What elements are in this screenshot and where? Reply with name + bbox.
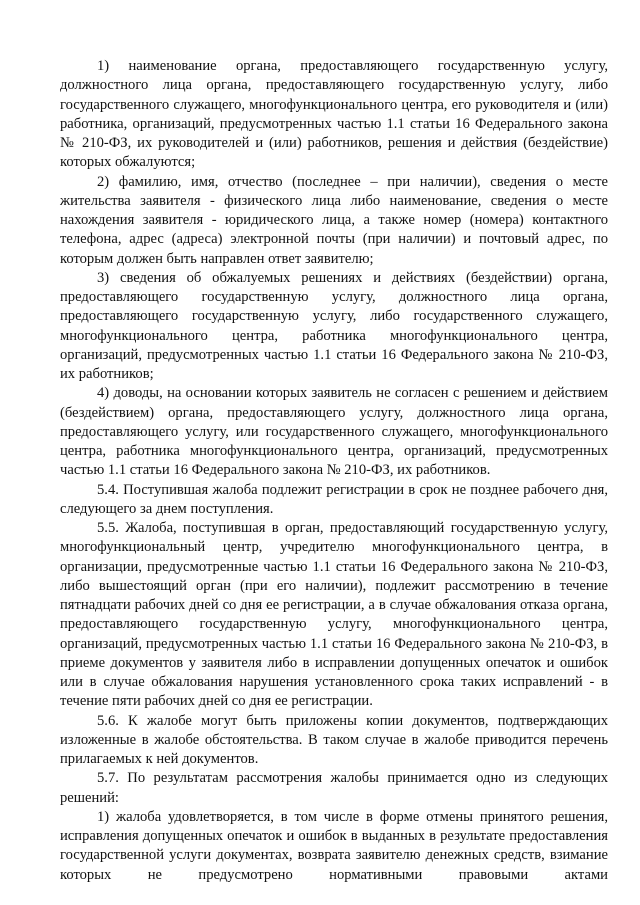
paragraph-item-4: 4) доводы, на основании которых заявитель не согласен с решением и действием (бездействием) органа, предоставляющего услугу, должностного лица органа, предоставляющего услугу, или государственного служащего, многофункционального центра, работника многофункционального центра, организаций, предусмотренных частью 1.1 статьи 16 Федерального закона № 210-ФЗ, их работников. [60,385,608,479]
paragraph-decision-1: 1) жалоба удовлетворяется, в том числе в форме отмены принятого решения, исправления допущенных опечаток и ошибок в выданных в результате предоставления государственной услуги документах, возврата заявителю денежных средств, взимание которых не предусмотрено нормативными правовыми актами [60,808,608,883]
paragraph-item-3: 3) сведения об обжалуемых решениях и действиях (бездействии) органа, предоставляющего государственную услугу, должностного лица органа, предоставляющего государственную услугу, либо государственного служащего, многофункционального центра, работника многофункционального центра, организаций, предусмотренных частью 1.1 статьи 16 Федерального закона № 210-ФЗ, их работников; [60,269,608,382]
paragraph-5-4: 5.4. Поступившая жалоба подлежит регистрации в срок не позднее рабочего дня, следующего за днем поступления. [60,481,608,517]
document-page [60,57,608,885]
paragraph-5-6: 5.6. К жалобе могут быть приложены копии документов, подтверждающих изложенные в жалобе обстоятельства. В таком случае в жалобе приводится перечень прилагаемых к ней документов. [60,712,608,767]
paragraph-item-2: 2) фамилию, имя, отчество (последнее – при наличии), сведения о месте жительства заявителя - физического лица либо наименование, сведения о месте нахождения заявителя - юридического лица, а также номер (номера) контактного телефона, адрес (адреса) электронной почты (при наличии) и почтовый адрес, по которым должен быть направлен ответ заявителю; [60,173,608,267]
paragraph-5-5: 5.5. Жалоба, поступившая в орган, предоставляющий государственную услугу, многофункциональный центр, учредителю многофункционального центра, в организации, предусмотренные частью 1.1 статьи 16 Федерального закона № 210-ФЗ, либо вышестоящий орган (при его наличии), подлежит рассмотрению в течение пятнадцати рабочих дней со дня ее регистрации, а в случае обжалования отказа органа, предоставляющего государственную услугу, многофункционального центра, организаций, предусмотренных частью 1.1 статьи 16 Федерального закона № 210-ФЗ, в приеме документов у заявителя либо в исправлении допущенных опечаток и ошибок или в случае обжалования нарушения установленного срока таких исправлений - в течение пяти рабочих дней со дня ее регистрации. [60,520,608,710]
paragraph-item-1: 1) наименование органа, предоставляющего государственную услугу, должностного лица органа, предоставляющего государственную услугу, либо государственного служащего, многофункционального центра, его руководителя и (или) работника, организаций, предусмотренных частью 1.1 статьи 16 Федерального закона № 210-ФЗ, их руководителей и (или) работников, решения и действия (бездействие) которых обжалуются; [60,58,608,171]
paragraph-5-7: 5.7. По результатам рассмотрения жалобы принимается одно из следующих решений: [60,770,608,806]
